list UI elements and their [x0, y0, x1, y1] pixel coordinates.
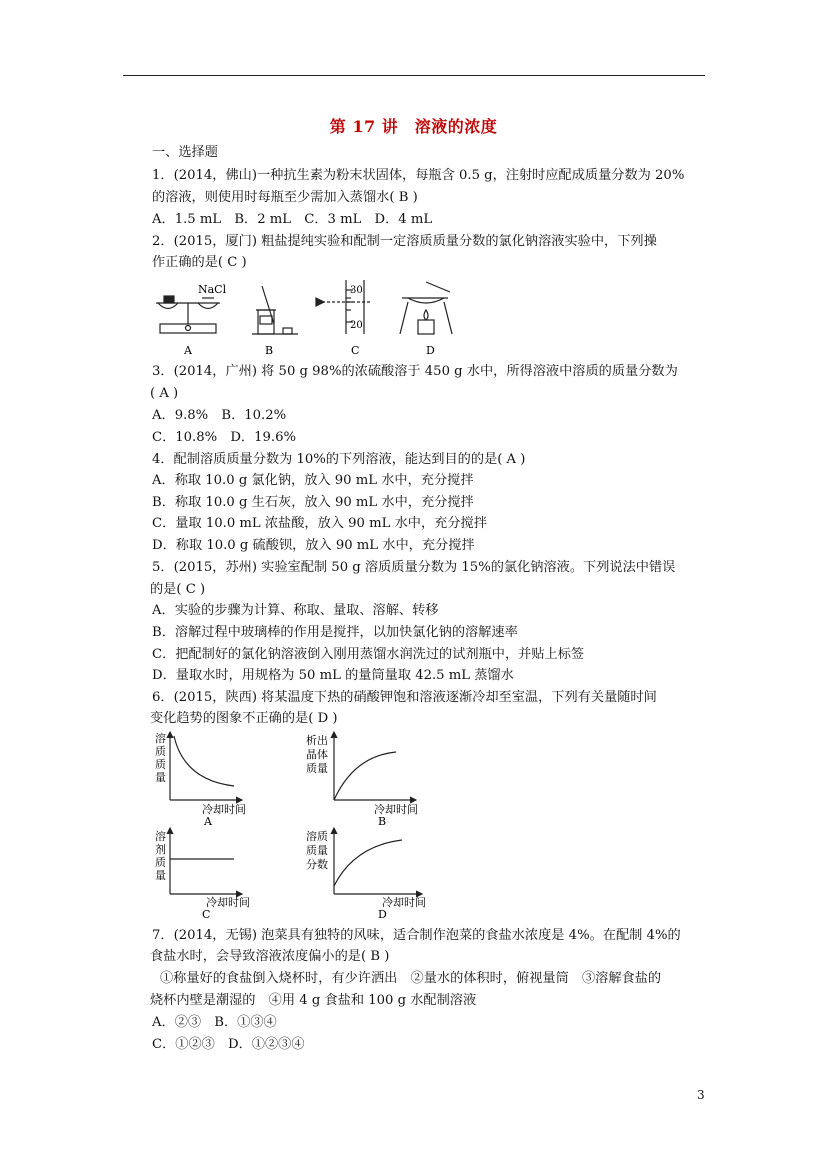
svg-text:质量: 质量: [306, 762, 328, 775]
fig-label-a: A: [184, 344, 192, 357]
q5-option-c: C．把配制好的氯化钠溶液倒入刚用蒸馏水润洗过的试剂瓶中，并贴上标签: [152, 647, 585, 662]
svg-text:溶质: 溶质: [306, 830, 328, 843]
svg-text:质量: 质量: [306, 844, 328, 857]
balance-icon: [156, 296, 220, 333]
svg-text:冷却时间: 冷却时间: [206, 896, 250, 909]
q2-line1: 2．(2015，厦门) 粗盐提纯实验和配制一定溶质质量分数的氯化钠溶液实验中，下列操: [152, 234, 657, 249]
svg-text:质: 质: [155, 856, 166, 869]
q3-options-2: C．10.8% D．19.6%: [152, 430, 297, 445]
evaporation-setup-icon: [400, 282, 452, 334]
q7-line2: 食盐水时，会导致溶液浓度偏小的是( B ): [150, 949, 390, 964]
svg-text:量: 量: [155, 869, 166, 882]
svg-text:晶体: 晶体: [306, 748, 328, 761]
q1-options: A．1.5 mL B．2 mL C．3 mL D．4 mL: [152, 212, 433, 227]
q4-line1: 4．配制溶质质量分数为 10%的下列溶液，能达到目的的是( A ): [152, 452, 526, 467]
graph-b: [306, 732, 418, 828]
q3-line1: 3．(2014，广州) 将 50 g 98%的浓硫酸溶于 450 g 水中，所得溶液中溶质的质量分数为: [152, 364, 678, 379]
q5-option-b: B．溶解过程中玻璃棒的作用是搅拌，以加快氯化钠的溶解速率: [152, 625, 518, 640]
section-heading: 一、选择题: [152, 145, 218, 160]
q7-line4: 烧杯内壁是潮湿的 ④用 4 g 食盐和 100 g 水配制溶液: [150, 993, 477, 1008]
q4-option-d: D．称取 10.0 g 硫酸钡，放入 90 mL 水中，充分搅拌: [152, 538, 475, 553]
tick-20: 20: [350, 320, 363, 331]
cylinder-icon: [316, 280, 372, 334]
svg-text:量: 量: [155, 771, 166, 784]
svg-text:质: 质: [155, 745, 166, 758]
svg-text:分数: 分数: [306, 858, 328, 871]
svg-text:A: A: [204, 815, 212, 828]
beaker-icon: [252, 286, 298, 334]
svg-text:B: B: [378, 815, 387, 828]
page-number: 3: [697, 1088, 705, 1102]
q6-line2: 变化趋势的图象不正确的是( D ): [150, 711, 338, 726]
svg-text:D: D: [378, 908, 387, 921]
tick-30: 30: [350, 285, 363, 296]
header-rule: [123, 75, 705, 76]
svg-text:剂: 剂: [155, 843, 166, 856]
svg-text:析出: 析出: [306, 734, 328, 747]
fig-label-c: C: [351, 344, 360, 357]
graph-d: [306, 828, 426, 921]
q1-line1: 1．(2014，佛山)一种抗生素为粉末状固体，每瓶含 0.5 g，注射时应配成质量分数为 20%: [152, 168, 685, 183]
q6-line1: 6．(2015，陕西) 将某温度下热的硝酸钾饱和溶液逐渐冷却至室温，下列有关量随时间: [152, 690, 657, 705]
q7-options-2: C．①②③ D．①②③④: [152, 1037, 305, 1052]
svg-text:质: 质: [155, 758, 166, 771]
svg-text:溶: 溶: [155, 732, 166, 745]
q3-line2: ( A ): [150, 386, 179, 401]
fig-label-b: B: [265, 344, 274, 357]
svg-text:冷却时间: 冷却时间: [202, 803, 246, 816]
q2-line2: 作正确的是( C ): [152, 255, 247, 270]
svg-text:溶: 溶: [155, 830, 166, 843]
fig-label-d: D: [426, 344, 435, 357]
q4-option-a: A．称取 10.0 g 氯化钠，放入 90 mL 水中，充分搅拌: [152, 473, 474, 488]
graph-c: [155, 828, 250, 921]
svg-text:冷却时间: 冷却时间: [382, 896, 426, 909]
svg-text:冷却时间: 冷却时间: [374, 803, 418, 816]
q7-options-1: A．②③ B．①③④: [152, 1015, 277, 1030]
q7-line3: ①称量好的食盐倒入烧杯时，有少许洒出 ②量水的体积时，俯视量筒 ③溶解食盐的: [160, 971, 662, 986]
q2-apparatus-figure: [150, 276, 470, 360]
q4-option-b: B．称取 10.0 g 生石灰，放入 90 mL 水中，充分搅拌: [152, 495, 474, 510]
q7-line1: 7．(2014，无锡) 泡菜具有独特的风味，适合制作泡菜的食盐水浓度是 4%。在配制 4%的: [152, 928, 681, 943]
q1-line2: 的溶液，则使用时每瓶至少需加入蒸馏水( B ): [152, 190, 418, 205]
q5-line1: 5．(2015，苏州) 实验室配制 50 g 溶质质量分数为 15%的氯化钠溶液。下列说法中错误: [152, 560, 676, 575]
q5-option-a: A．实验的步骤为计算、称取、量取、溶解、转移: [152, 603, 439, 618]
page-title: 第 17 讲 溶液的浓度: [329, 117, 498, 136]
svg-text:C: C: [202, 908, 211, 921]
q3-options-1: A．9.8% B．10.2%: [152, 408, 287, 423]
q6-graphs-figure: [150, 728, 450, 926]
q4-option-c: C．量取 10.0 mL 浓盐酸，放入 90 mL 水中，充分搅拌: [152, 516, 487, 531]
graph-a: [155, 731, 246, 828]
q5-line2: 的是( C ): [150, 582, 206, 597]
q5-option-d: D．量取水时，用规格为 50 mL 的量筒量取 42.5 mL 蒸馏水: [152, 668, 514, 683]
nacl-label: NaCl: [198, 283, 227, 296]
